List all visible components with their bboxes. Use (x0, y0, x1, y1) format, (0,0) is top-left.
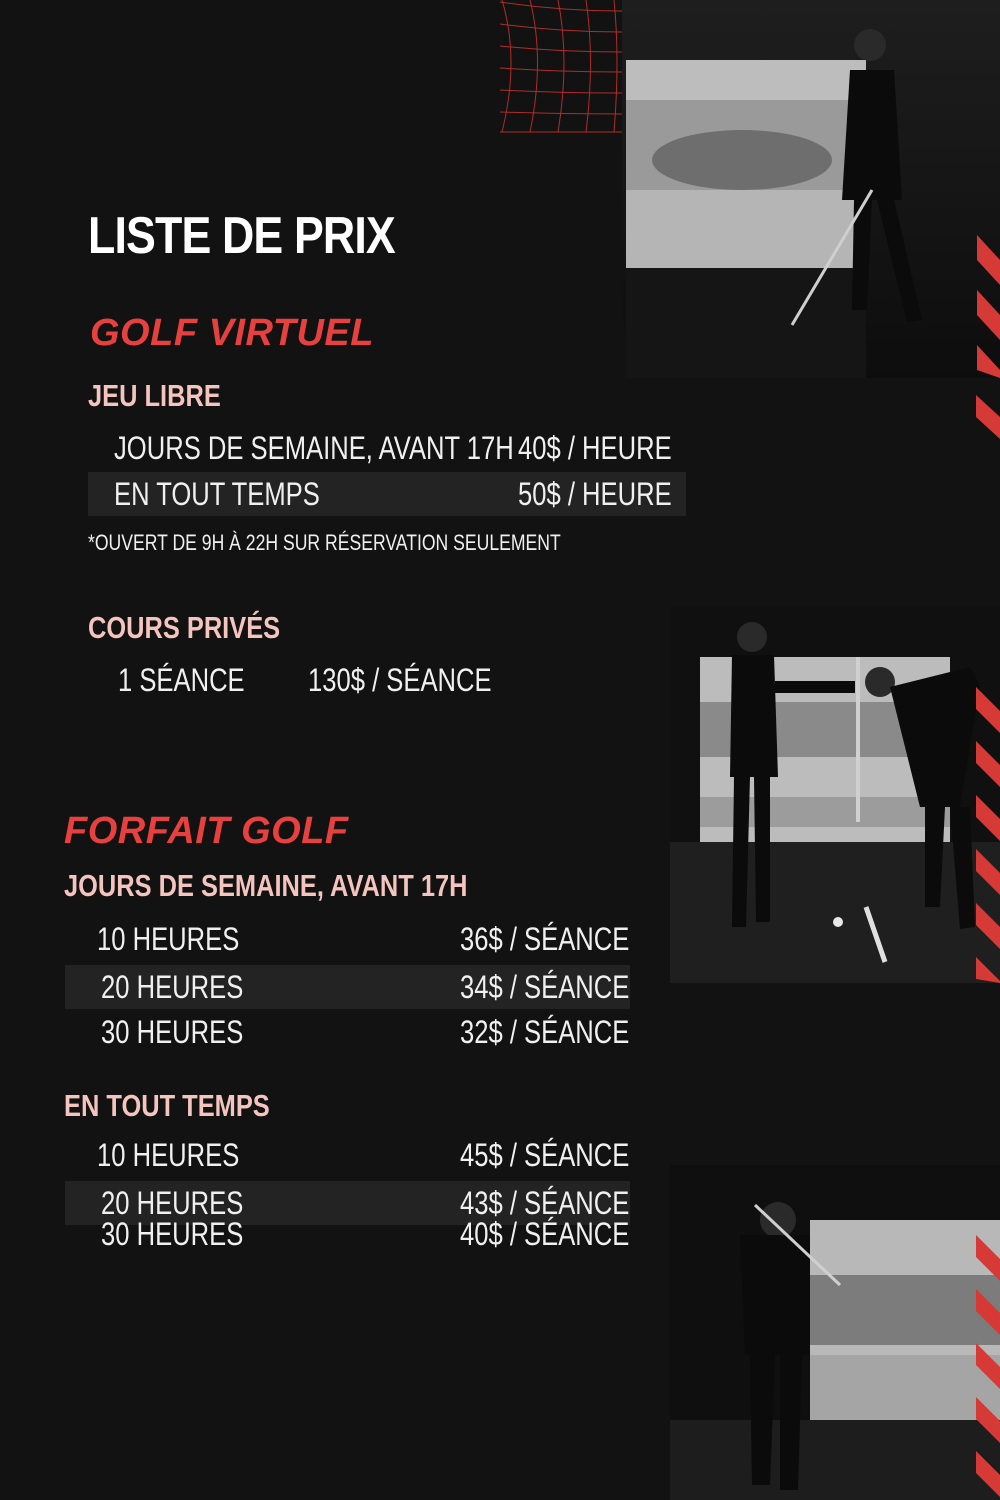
price-row-value: 45$ / SÉANCE (460, 1137, 630, 1173)
subheading-jeu-libre: JEU LIBRE (88, 378, 221, 413)
price-row-label: 30 HEURES (101, 1014, 244, 1050)
section-title-golf-virtuel: GOLF VIRTUEL (90, 312, 374, 354)
decorative-stripes (972, 395, 1000, 445)
price-row-label: 1 SÉANCE (118, 662, 245, 698)
price-row-label: 20 HEURES (101, 969, 244, 1005)
price-row-value: 50$ / HEURE (518, 476, 672, 512)
price-row-label: 10 HEURES (97, 921, 240, 957)
price-row-value: 32$ / SÉANCE (460, 1014, 630, 1050)
price-row (88, 472, 686, 516)
price-row-label: JOURS DE SEMAINE, AVANT 17H (114, 430, 514, 466)
price-row-value: 40$ / SÉANCE (460, 1216, 630, 1252)
price-row (65, 917, 630, 961)
price-row-value: 130$ / SÉANCE (308, 662, 492, 698)
price-row (65, 1212, 630, 1256)
price-row-value: 40$ / HEURE (518, 430, 672, 466)
price-row-label: 30 HEURES (101, 1216, 244, 1252)
page-title: LISTE DE PRIX (88, 207, 395, 265)
golfer-swing-photo (670, 1165, 1000, 1500)
price-row-label: 20 HEURES (101, 1185, 244, 1221)
price-row (88, 426, 686, 470)
price-row-value: 34$ / SÉANCE (460, 969, 630, 1005)
price-row-value: 43$ / SÉANCE (460, 1185, 630, 1221)
opening-hours-note: *OUVERT DE 9H À 22H SUR RÉSERVATION SEULEMENT (88, 530, 561, 555)
price-row (65, 965, 630, 1009)
coach-lesson-photo (670, 607, 1000, 983)
price-row-label: EN TOUT TEMPS (114, 476, 320, 512)
subheading-cours-prives: COURS PRIVÉS (88, 610, 281, 645)
golfer-simulator-photo (622, 0, 1000, 378)
price-row-value: 36$ / SÉANCE (460, 921, 630, 957)
subheading-jours-semaine: JOURS DE SEMAINE, AVANT 17H (64, 868, 468, 903)
price-row (88, 658, 508, 702)
subheading-en-tout-temps: EN TOUT TEMPS (64, 1088, 270, 1123)
price-row-label: 10 HEURES (97, 1137, 240, 1173)
section-title-forfait-golf: FORFAIT GOLF (64, 810, 349, 852)
price-row (65, 1010, 630, 1054)
price-row (65, 1133, 630, 1177)
